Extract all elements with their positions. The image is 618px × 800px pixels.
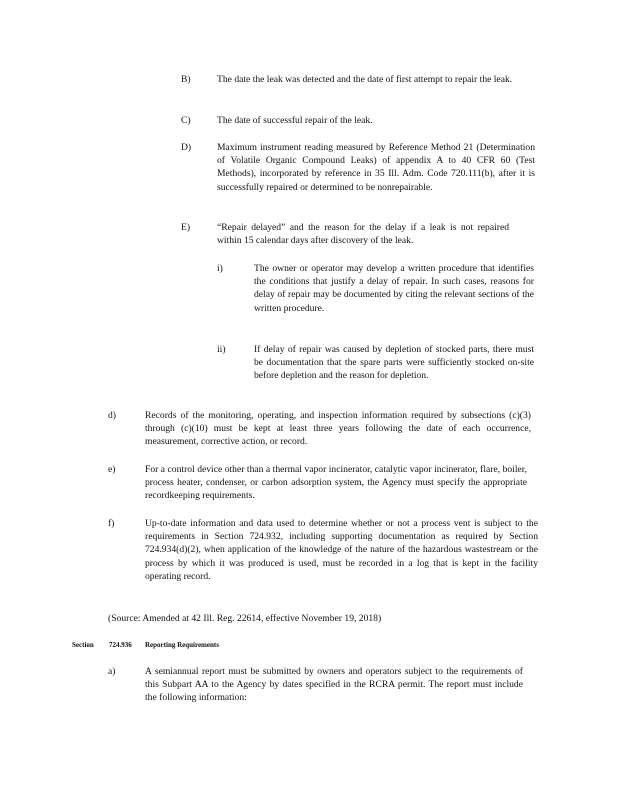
section-heading-word: Section [72,641,94,649]
item-text: The owner or operator may develop a written procedure that identifies the conditions that justify a delay of repair. In such cases, reasons for delay of repair may be documented by citing the relevant sections of the written procedure. [254,263,534,314]
item-label: f) [108,518,115,529]
item-label: d) [108,410,116,421]
item-label: E) [181,222,191,233]
item-text: The date the leak was detected and the date of first attempt to repair the leak. [217,74,513,85]
item-label: D) [181,142,192,153]
item-label: i) [217,263,223,274]
item-text: Records of the monitoring, operating, and inspection information required by subsections (c)(3) through (c)(10) must be kept at least three years following the date of each occurrence, measurement, corrective action, or record. [145,410,531,448]
item-text: Maximum instrument reading measured by Reference Method 21 (Determination of Volatile Organic Compound Leaks) of appendix A to 40 CFR 60 (Test Methods), incorporated by reference in 35 Ill. Adm. Code 720.111(b), after it is successfully repaired or determined to be nonrepairable. [217,142,535,193]
item-text: For a control device other than a thermal vapor incinerator, catalytic vapor incinerator, flare, boiler, process heater, condenser, or carbon adsorption system, the Agency must specify the appropriate recordkeeping requirements. [145,464,527,502]
item-label: C) [181,115,191,126]
source-note: (Source: Amended at 42 Ill. Reg. 22614, effective November 19, 2018) [108,613,382,624]
item-label: B) [181,74,191,85]
section-heading-number: 724.936 [109,641,132,649]
item-text: A semiannual report must be submitted by owners and operators subject to the requirements of this Subpart AA to the Agency by dates specified in the RCRA permit. The report must include the following information: [145,666,523,704]
item-label: e) [108,464,116,475]
item-text: The date of successful repair of the leak. [217,115,373,126]
item-label: a) [108,666,116,677]
section-heading-title: Reporting Requirements [145,641,219,649]
item-text: Up-to-date information and data used to determine whether or not a process vent is subject to the requirements in Section 724.932, including supporting documentation as required by Section 724.934(d)(2), when application of the knowledge of the nature of the hazardous wastestream or the process by which it was produced is used, must be recorded in a log that is kept in the facility operating record. [145,518,538,582]
item-label: ii) [217,344,226,355]
item-text: “Repair delayed” and the reason for the delay if a leak is not repaired within 15 calendar days after discovery of the leak. [217,222,509,247]
item-text: If delay of repair was caused by depletion of stocked parts, there must be documentation that the spare parts were sufficiently stocked on-site before depletion and the reason for depletion. [254,344,534,382]
